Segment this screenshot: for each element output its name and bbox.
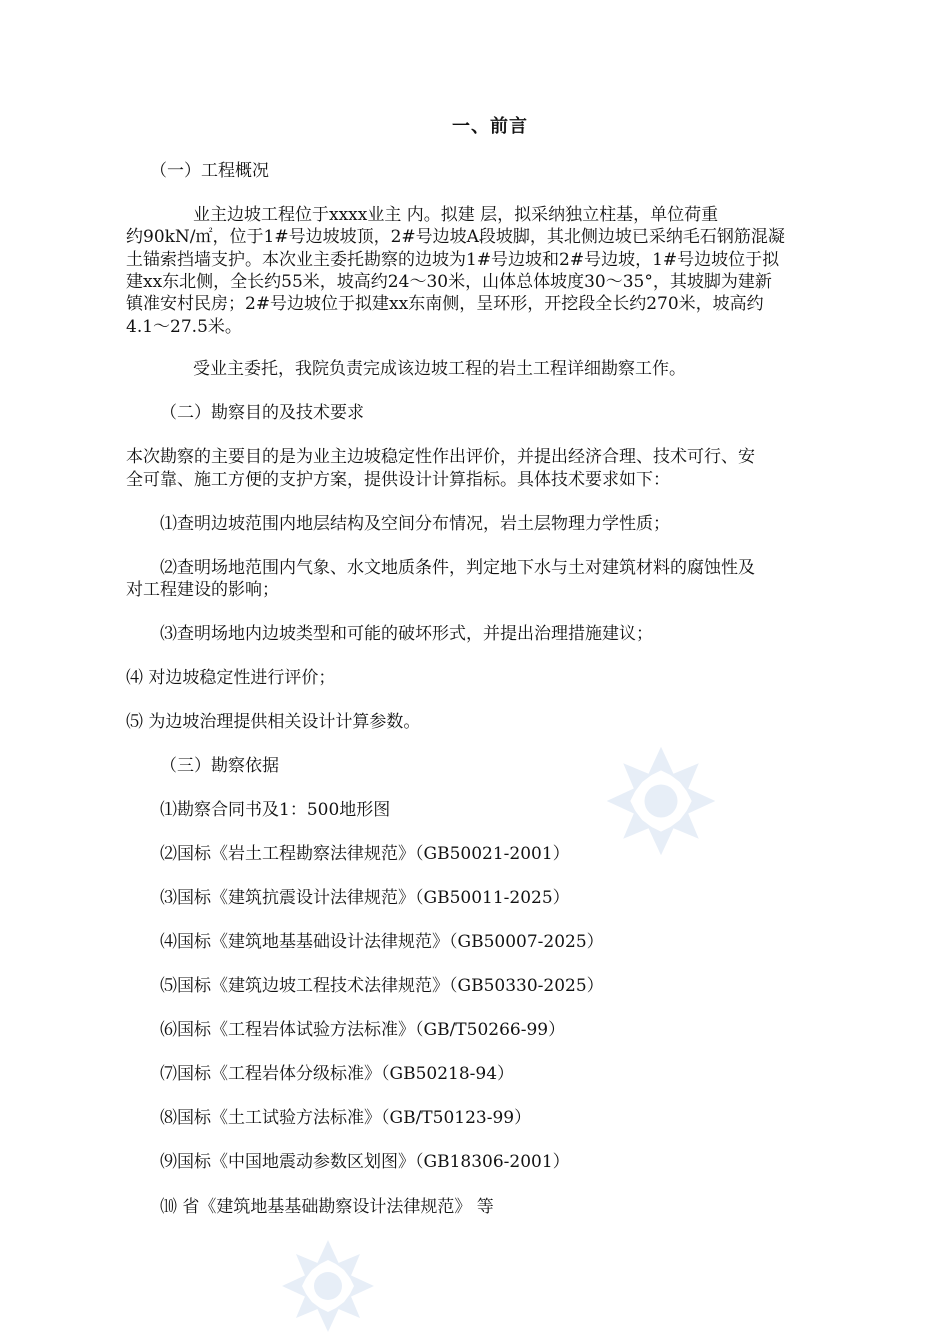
reference-item: ⑹国标《工程岩体试验方法标准》（GB/T50266-99） bbox=[160, 1020, 566, 1040]
reference-item: ⑽ 省《建筑地基基础勘察设计法律规范》 等 bbox=[160, 1197, 494, 1217]
reference-item: ⑴勘察合同书及1：500地形图 bbox=[160, 800, 391, 820]
section1-line-1: 业主边坡工程位于xxxx业主 内。拟建 层，拟采纳独立柱基，单位荷重 bbox=[193, 205, 719, 225]
flower-watermark-icon bbox=[602, 742, 720, 860]
section2-item-2-line-2: 对工程建设的影响； bbox=[126, 580, 279, 600]
section1-heading: （一）工程概况 bbox=[150, 161, 269, 181]
section2-heading: （二）勘察目的及技术要求 bbox=[160, 403, 364, 423]
flower-watermark-icon bbox=[278, 1236, 378, 1336]
section2-item-4: ⑷ 对边坡稳定性进行评价； bbox=[126, 668, 336, 688]
reference-item: ⑼国标《中国地震动参数区划图》（GB18306-2001） bbox=[160, 1152, 570, 1172]
section2-item-5: ⑸ 为边坡治理提供相关设计计算参数。 bbox=[126, 712, 421, 732]
reference-item: ⑺国标《工程岩体分级标准》（GB50218-94） bbox=[160, 1064, 515, 1084]
reference-item: ⑶国标《建筑抗震设计法律规范》（GB50011-2025） bbox=[160, 888, 570, 908]
section2-item-2-line-1: ⑵查明场地范围内气象、水文地质条件，判定地下水与土对建筑材料的腐蚀性及 bbox=[160, 558, 755, 578]
page-title: 一、前言 bbox=[452, 116, 528, 137]
section1-line-2: 约90kN/㎡，位于1#号边坡坡顶，2#号边坡A段坡脚，其北侧边坡已采纳毛石钢筋混凝 bbox=[126, 227, 785, 247]
reference-item: ⑷国标《建筑地基基础设计法律规范》（GB50007-2025） bbox=[160, 932, 604, 952]
section1-line-6: 4.1～27.5米。 bbox=[126, 317, 242, 337]
reference-item: ⑻国标《土工试验方法标准》（GB/T50123-99） bbox=[160, 1108, 532, 1128]
section2-item-3: ⑶查明场地内边坡类型和可能的破坏形式，并提出治理措施建议； bbox=[160, 624, 653, 644]
section2-item-1: ⑴查明边坡范围内地层结构及空间分布情况，岩土层物理力学性质； bbox=[160, 514, 670, 534]
section1-line-3: 土锚索挡墙支护。本次业主委托勘察的边坡为1#号边坡和2#号边坡，1#号边坡位于拟 bbox=[126, 250, 780, 270]
section1-line-5: 镇准安村民房；2#号边坡位于拟建xx东南侧，呈环形，开挖段全长约270米，坡高约 bbox=[126, 294, 764, 314]
reference-item: ⑵国标《岩土工程勘察法律规范》（GB50021-2001） bbox=[160, 844, 570, 864]
section1-line-4: 建xx东北侧，全长约55米，坡高约24～30米，山体总体坡度30～35°，其坡脚为建新 bbox=[126, 272, 772, 292]
section2-intro-line-1: 本次勘察的主要目的是为业主边坡稳定性作出评价，并提出经济合理、技术可行、安 bbox=[126, 447, 755, 467]
reference-item: ⑸国标《建筑边坡工程技术法律规范》（GB50330-2025） bbox=[160, 976, 604, 996]
section2-intro-line-2: 全可靠、施工方便的支护方案，提供设计计算指标。具体技术要求如下： bbox=[126, 470, 670, 490]
section1-paragraph-2: 受业主委托，我院负责完成该边坡工程的岩土工程详细勘察工作。 bbox=[193, 359, 686, 379]
section3-heading: （三）勘察依据 bbox=[160, 756, 279, 776]
